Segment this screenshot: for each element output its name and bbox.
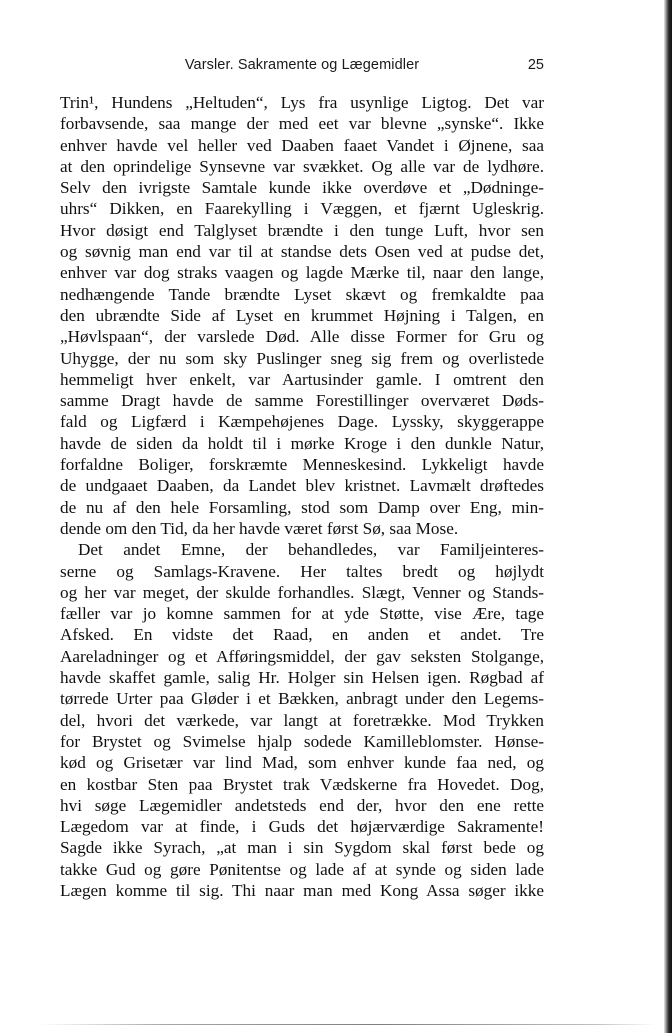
text-line: forfaldne Boliger, forskræmte Menneskesind. Lykkeligt havde (60, 455, 544, 475)
text-line: Lægen komme til sig. Thi naar man med Kong Assa søger ikke (60, 880, 544, 900)
text-line: dende om den Tid, da her havde været først Sø, saa Mose. (60, 518, 459, 538)
text-line: Hvor døsigt end Talglyset brændte i den tunge Luft, hvor sen (60, 220, 544, 240)
text-line: forbavsende, saa mange der med eet var blevne „synske“. Ikke (60, 114, 544, 134)
text-line: Trin¹, Hundens „Heltuden“, Lys fra usynlige Ligtog. Det var (60, 93, 544, 112)
text-line: hemmeligt hver enkelt, var Aartusinder gamle. I omtrent den (60, 369, 544, 389)
text-line: Lægedom var at finde, i Guds det højærværdige Sakramente! (60, 817, 544, 837)
page-header (60, 57, 544, 81)
scan-bottom-edge (40, 1024, 656, 1025)
text-line: den ubrændte Side af Lyset en krummet Højning i Talgen, en (60, 305, 544, 325)
text-line: de nu af den hele Forsamling, stod som Damp over Eng, min- (60, 497, 544, 517)
body-text (60, 92, 544, 901)
text-line: en kostbar Sten paa Brystet trak Vædskerne fra Hovedet. Dog, (60, 774, 544, 794)
running-title: Varsler. Sakramente og Lægemidler (184, 57, 420, 73)
text-line: uhrs“ Dikken, en Faarekylling i Væggen, et fjærnt Ugleskrig. (60, 199, 544, 219)
text-line: serne og Samlags-Kravene. Her taltes bredt og højlydt (60, 561, 544, 581)
text-line: at den oprindelige Synsevne var svækket. Og alle var de lydhøre. (60, 156, 544, 176)
text-line: hvi søge Lægemidler andetsteds end der, hvor den ene rette (60, 795, 544, 815)
text-line: Selv den ivrigste Samtale kunde ikke overdøve et „Dødninge- (60, 178, 544, 198)
page-edge-shadow (664, 0, 672, 1033)
text-line: fald og Ligfærd i Kæmpehøjenes Dage. Lyssky, skyggerappe (60, 412, 544, 432)
text-line: Det andet Emne, der behandledes, var Familjeinteres- (78, 540, 544, 560)
text-line: Sagde ikke Syrach, „at man i sin Sygdom skal først bede og (60, 838, 544, 858)
text-line: samme Dragt havde de samme Forestillinger overværet Døds- (60, 391, 544, 411)
text-line: havde de siden da holdt til i mørke Kroge i den dunkle Natur, (60, 433, 544, 453)
text-line: del, hvori det værkede, var langt at foretrække. Mod Trykken (60, 710, 544, 730)
text-line: enhver var dog straks vaagen og lagde Mærke til, naar den lange, (60, 263, 544, 283)
text-line: kød og Grisetær var lind Mad, som enhver kunde faa ned, og (60, 753, 544, 773)
text-line: for Brystet og Svimelse hjalp sodede Kamilleblomster. Hønse- (60, 731, 544, 751)
text-line: havde skaffet gamle, salig Hr. Holger sin Helsen igen. Røgbad af (60, 668, 544, 688)
text-line: og søvnig man end var til at standse dets Osen ved at pudse det, (60, 242, 544, 262)
text-line: tørrede Urter paa Gløder i et Bækken, anbragt under den Legems- (60, 689, 544, 709)
paragraph (60, 92, 544, 539)
text-line: nedhængende Tande brændte Lyset skævt og fremkaldte paa (60, 284, 544, 304)
text-line: enhver havde vel heller ved Daaben faaet Vandet i Øjnene, saa (60, 135, 544, 155)
text-line: Afsked. En vidste det Raad, en anden et andet. Tre (60, 625, 544, 645)
text-line: „Høvlspaan“, der varslede Død. Alle disse Former for Gru og (60, 327, 544, 347)
text-line: takke Gud og gøre Pønitentse og lade af at synde og siden lade (60, 859, 544, 879)
page-number: 25 (527, 57, 544, 73)
text-line: Aareladninger og et Afføringsmiddel, der gav seksten Stolgange, (60, 646, 544, 666)
text-line: fæller var jo komne sammen for at yde Støtte, vise Ære, tage (60, 604, 544, 624)
text-line: de undgaaet Daaben, da Landet blev kristnet. Lavmælt drøftedes (60, 476, 544, 496)
paragraph (60, 539, 544, 901)
text-line: og her var meget, der skulde forhandles. Slægt, Venner og Stands- (60, 582, 544, 602)
text-line: Uhygge, der nu som sky Puslinger sneg sig frem og overlistede (60, 348, 544, 368)
